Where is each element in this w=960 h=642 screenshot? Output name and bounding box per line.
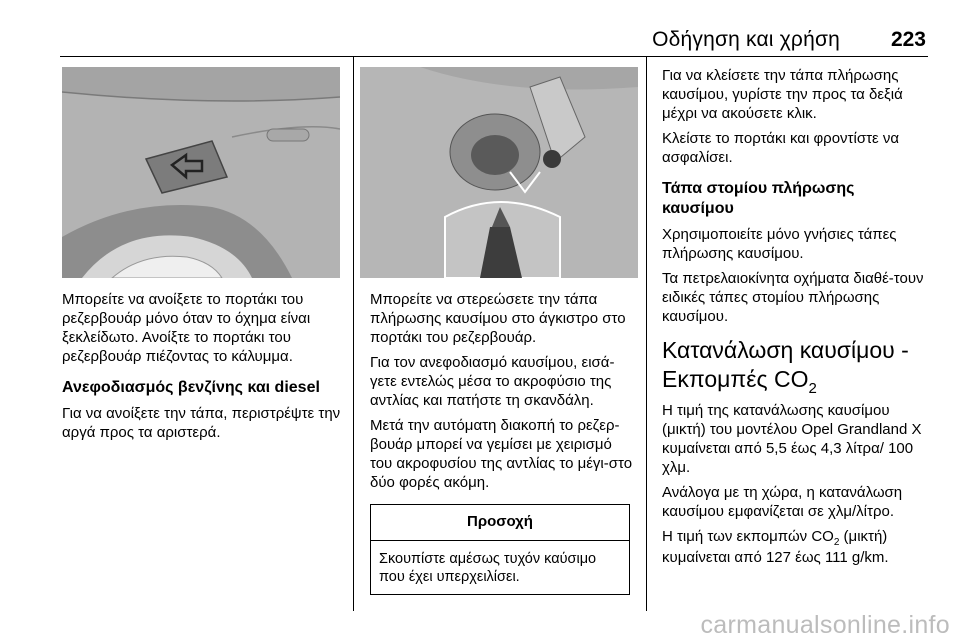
paragraph: Για να ανοίξετε την τάπα, περιστρέψτε την αργά προς τα αριστερά. xyxy=(62,405,341,441)
caution-text: Σκουπίστε αμέσως τυχόν καύσιμο που έχει υπερχειλίσει. xyxy=(379,551,597,585)
paragraph: Η τιμή των εκπομπών $CO_2$ (μικτή) κυμαίνεται από 127 έως 111 g/km. xyxy=(662,528,889,566)
paragraph: Χρησιμοποιείτε μόνο γνήσιες τάπες πλήρωσης καυσίμου. xyxy=(662,226,897,262)
fuel-cap-hook-illustration xyxy=(360,67,638,278)
page-number: 223 xyxy=(890,28,926,51)
column-1 xyxy=(62,290,344,448)
subscript: 2 xyxy=(808,380,817,397)
paragraph: Τα πετρελαιοκίνητα οχήματα διαθέ-τουν ειδικές τάπες στομίου πλήρωσης καυσίμου. xyxy=(662,270,924,325)
header-divider xyxy=(60,56,928,57)
section-heading-refuelling: Ανεφοδιασμός βενζίνης και diesel xyxy=(62,379,320,396)
paragraph: Ανάλογα με τη χώρα, η κατανάλωση καυσίμου εμφανίζεται σε χλμ/λίτρο. xyxy=(662,484,903,520)
column-divider-1 xyxy=(353,57,354,611)
page-title: Οδήγηση και χρήση xyxy=(652,28,840,51)
paragraph: Μπορείτε να στερεώσετε την τάπα πλήρωσης καυσίμου στο άγκιστρο στο πορτάκι του ρεζερβουάρ. xyxy=(370,291,626,346)
column-divider-2 xyxy=(646,57,647,611)
section-heading-fuel-cap: Τάπα στομίου πλήρωσης καυσίμου xyxy=(662,180,855,217)
subscript: 2 xyxy=(833,537,840,548)
paragraph: Η τιμή της κατανάλωσης καυσίμου (μικτή) του μοντέλου Opel Grandland X κυμαίνεται από 5,5 έως 4,3 λίτρα/ 100 χλμ. xyxy=(662,402,922,476)
column-3 xyxy=(662,66,930,573)
fuel-flap-illustration xyxy=(62,67,340,278)
paragraph: Μετά την αυτόματη διακοπή το ρεζερ-βουάρ μπορεί να γεμίσει με χειρισμό του ακροφυσίου της αντλίας το μέγι-στο δύο φορές ακόμη. xyxy=(370,417,633,491)
watermark: carmanualsonline.info xyxy=(700,611,950,639)
column-2 xyxy=(370,290,636,595)
paragraph: Για τον ανεφοδιασμό καυσίμου, εισά-γετε εντελώς μέσα το ακροφύσιο της αντλίας και πατήστε τη σκανδάλη. xyxy=(370,354,615,409)
paragraph: Για να κλείσετε την τάπα πλήρωσης καυσίμου, γυρίστε την προς τα δεξιά μέχρι να ακούσετε κλικ. xyxy=(662,67,903,122)
paragraph: Κλείστε το πορτάκι και φροντίστε να ασφαλίσει. xyxy=(662,130,900,166)
caution-box xyxy=(370,504,630,595)
figure-caption: Μπορείτε να ανοίξετε το πορτάκι του ρεζερβουάρ μόνο όταν το όχημα είναι ξεκλείδωτο. Ανοίξτε το πορτάκι του ρεζερβουάρ πιέζοντας το κάλυμμα. xyxy=(62,291,311,365)
section-heading-consumption: Κατανάλωση καυσίμου - Εκπομπές $CO_2$ xyxy=(662,337,909,397)
caution-title: Προσοχή xyxy=(371,505,629,541)
